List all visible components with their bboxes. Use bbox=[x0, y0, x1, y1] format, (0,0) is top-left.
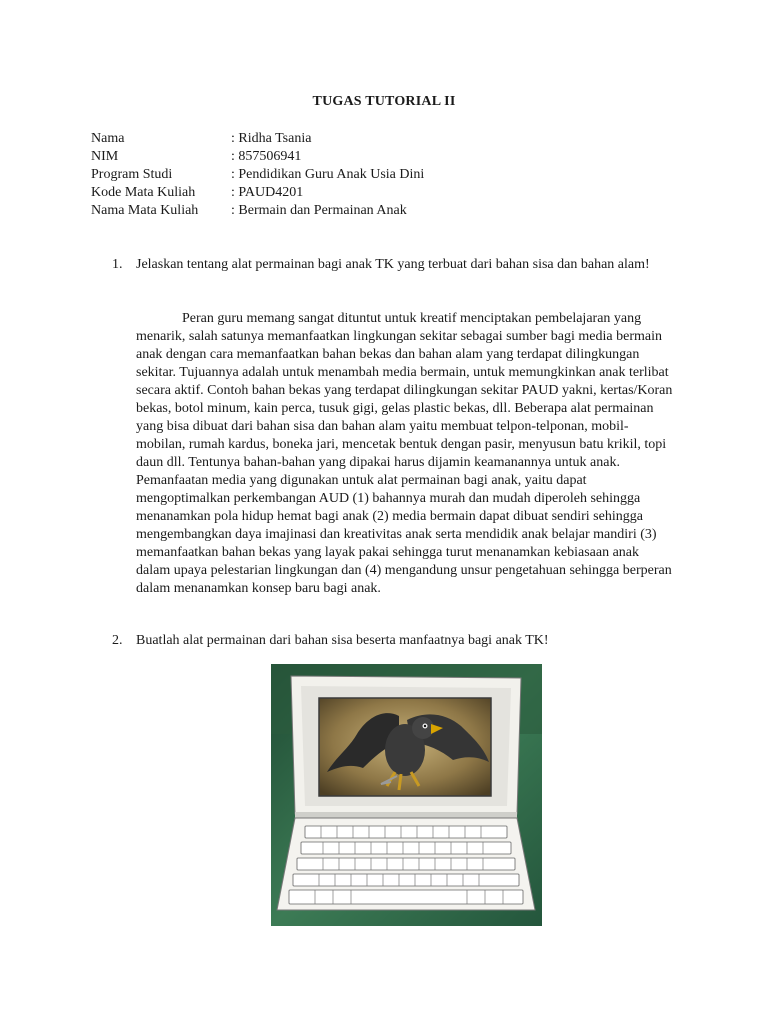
laptop-craft-image bbox=[271, 664, 542, 926]
info-label: Kode Mata Kuliah bbox=[91, 185, 196, 200]
info-row-program-studi bbox=[91, 166, 424, 184]
document-title: TUGAS TUTORIAL II bbox=[312, 94, 456, 109]
info-row-kode-mata-kuliah bbox=[91, 184, 424, 202]
answer-1: Peran guru memang sangat dituntut untuk kreatif menciptakan pembelajaran yang menarik, salah satunya memanfaatkan lingkungan sekitar sebagai sumber bagi media bermain anak dengan cara memanfaatkan bahan bekas dan bahan alam yang terdapat dilingkungan sekitar. Tujuannya adalah untuk menambah media bermain, untuk memungkinkan anak terlibat secara aktif. Contoh bahan bekas yang terdapat dilingkungan sekitar PAUD yakni, kertas/Koran bekas, botol minum, kain perca, tusuk gigi, gelas plastic bekas, dll. Beberapa alat permainan yang bisa dibuat dari bahan sisa dan bahan alam yaitu membuat telpon-telponan, mobil-mobilan, rumah kardus, boneka jari, mencetak bentuk dengan pasir, menyusun batu krikil, topi daun dll. Tentunya bahan-bahan yang dipakai harus dijamin keamanannya untuk anak. Pemanfaatan media yang digunakan untuk alat permainan bagi anak, yaitu dapat mengoptimalkan perkembangan AUD (1) bahannya murah dan mudah diperoleh sehingga menanamkan pola hidup hemat bagi anak (2) media bermain dapat dibuat sendiri sehingga mengembangkan daya imajinasi dan kreativitas anak serta mendidik anak belajar mandiri (3) memanfaatkan bahan bekas yang layak pakai sehingga turut menanamkan kebiasaan anak dalam upaya pelestarian lingkungan dan (4) mengandung unsur pengetahuan sehingga berperan dalam menanamkan konsep baru bagi anak. bbox=[136, 311, 673, 596]
info-label: Program Studi bbox=[91, 167, 173, 182]
question-text: Buatlah alat permainan dari bahan sisa beserta manfaatnya bagi anak TK! bbox=[136, 633, 549, 648]
info-label: NIM bbox=[91, 149, 119, 164]
info-value: : Bermain dan Permainan Anak bbox=[231, 203, 407, 218]
keyboard bbox=[289, 826, 523, 904]
info-label: Nama Mata Kuliah bbox=[91, 203, 199, 218]
info-row-nama bbox=[91, 130, 424, 148]
info-value: : Ridha Tsania bbox=[231, 131, 312, 146]
student-info bbox=[91, 130, 424, 220]
info-label: Nama bbox=[91, 131, 125, 146]
laptop-craft-photo bbox=[271, 664, 542, 926]
question-text: Jelaskan tentang alat permainan bagi anak TK yang terbuat dari bahan sisa dan bahan alam! bbox=[136, 257, 650, 272]
info-value: : Pendidikan Guru Anak Usia Dini bbox=[231, 167, 425, 182]
question-number: 2. bbox=[112, 633, 123, 648]
info-value: : 857506941 bbox=[231, 149, 302, 164]
info-row-nama-mata-kuliah bbox=[91, 202, 424, 220]
question-number: 1. bbox=[112, 257, 123, 272]
info-value: : PAUD4201 bbox=[231, 185, 304, 200]
info-row-nim bbox=[91, 148, 424, 166]
